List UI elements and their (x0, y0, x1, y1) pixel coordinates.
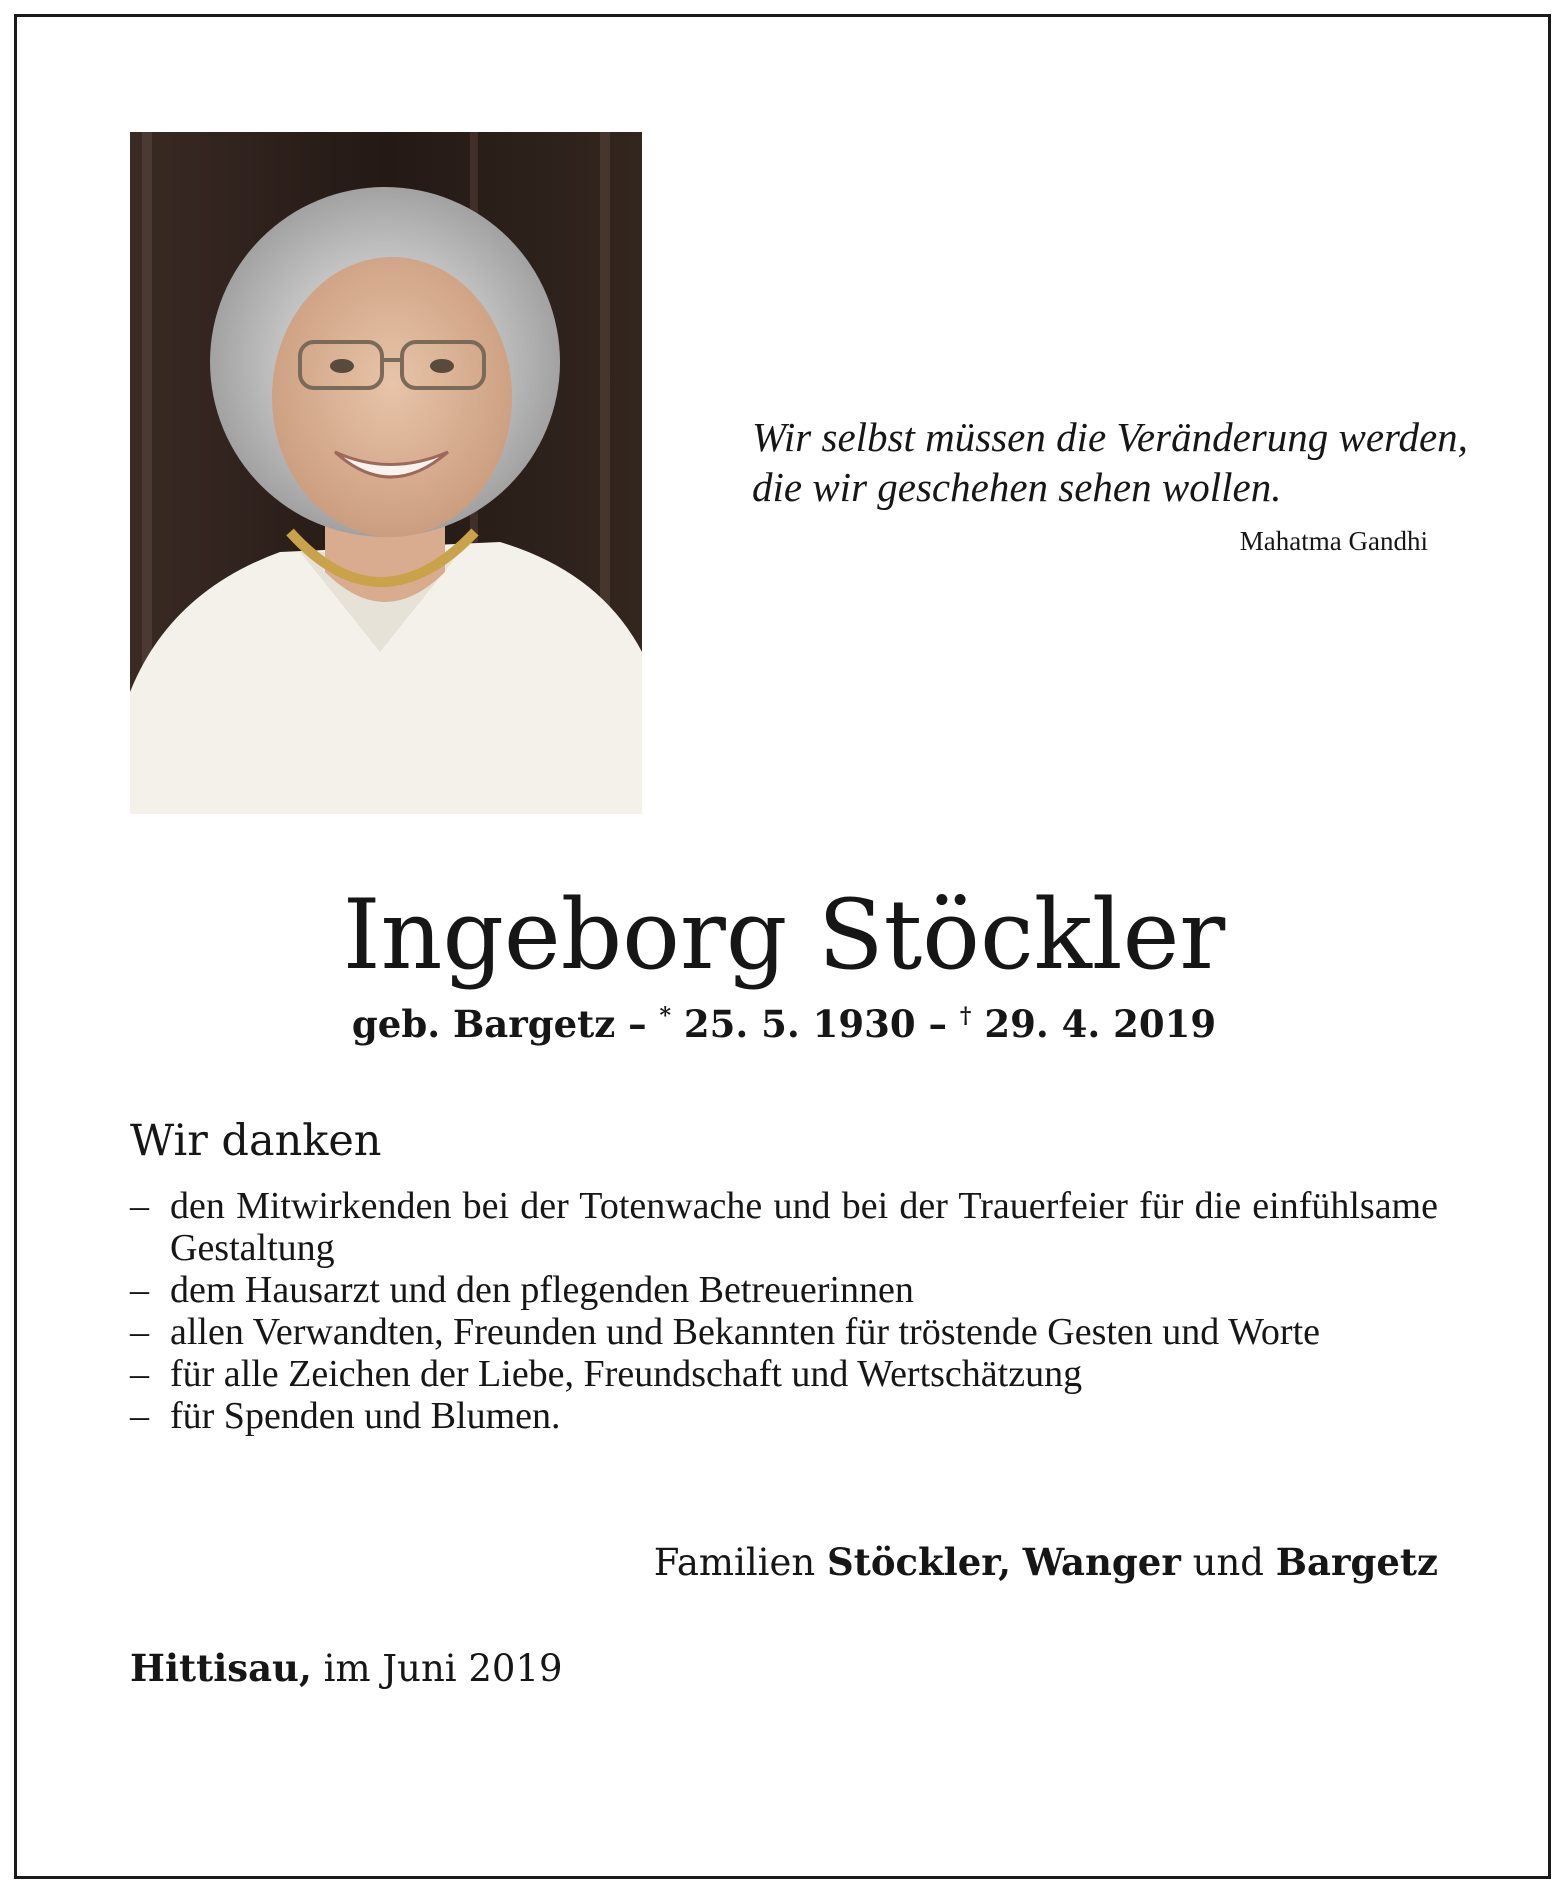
quote-line-1: Wir selbst müssen die Veränderung werden, (752, 414, 1468, 460)
list-item (130, 1311, 1438, 1353)
death-symbol: † (959, 1003, 972, 1029)
list-item-text: für alle Zeichen der Liebe, Freundschaft und Wertschätzung (170, 1353, 1083, 1395)
family-name-1: Stöckler, (827, 1540, 1011, 1584)
list-item (130, 1185, 1438, 1269)
signature-prefix: Familien (653, 1541, 816, 1584)
list-item-text: den Mitwirkenden bei der Totenwache und bei der Trauerfeier für die einfühlsame Gestaltung (170, 1185, 1438, 1269)
signature-conj: und (1192, 1541, 1264, 1584)
list-dash: – (130, 1311, 149, 1353)
list-dash: – (130, 1395, 149, 1437)
death-date: 29. 4. 2019 (984, 1002, 1217, 1046)
list-item-text: für Spenden und Blumen. (170, 1395, 561, 1437)
thanks-heading: Wir danken (130, 1116, 382, 1166)
birth-date: 25. 5. 1930 – (683, 1002, 948, 1046)
quote-line-2: die wir geschehen sehen wollen. (752, 464, 1282, 510)
deceased-name: Ingeborg Stöckler (342, 879, 1226, 991)
list-item-text: allen Verwandten, Freunden und Bekannten für tröstende Gesten und Worte (170, 1311, 1321, 1353)
place-month: im Juni 2019 (323, 1647, 563, 1690)
birth-symbol: * (659, 1003, 672, 1029)
place-date (130, 1646, 563, 1690)
list-dash: – (130, 1185, 149, 1227)
list-item-text: dem Hausarzt und den pflegenden Betreuerinnen (170, 1269, 914, 1311)
quote-author: Mahatma Gandhi (1239, 526, 1428, 556)
family-name-3: Bargetz (1275, 1540, 1438, 1584)
list-dash: – (130, 1353, 149, 1395)
place-town: Hittisau, (130, 1646, 312, 1690)
maiden-name: geb. Bargetz – (351, 1002, 647, 1046)
quote-block (752, 412, 1468, 557)
list-dash: – (130, 1269, 149, 1311)
list-item (130, 1353, 1438, 1395)
life-dates (0, 1002, 1568, 1046)
family-name-2: Wanger (1022, 1540, 1181, 1584)
portrait-photo (130, 132, 642, 814)
signature (654, 1540, 1438, 1584)
thanks-list (130, 1185, 1438, 1437)
list-item (130, 1269, 1438, 1311)
list-item (130, 1395, 1438, 1437)
